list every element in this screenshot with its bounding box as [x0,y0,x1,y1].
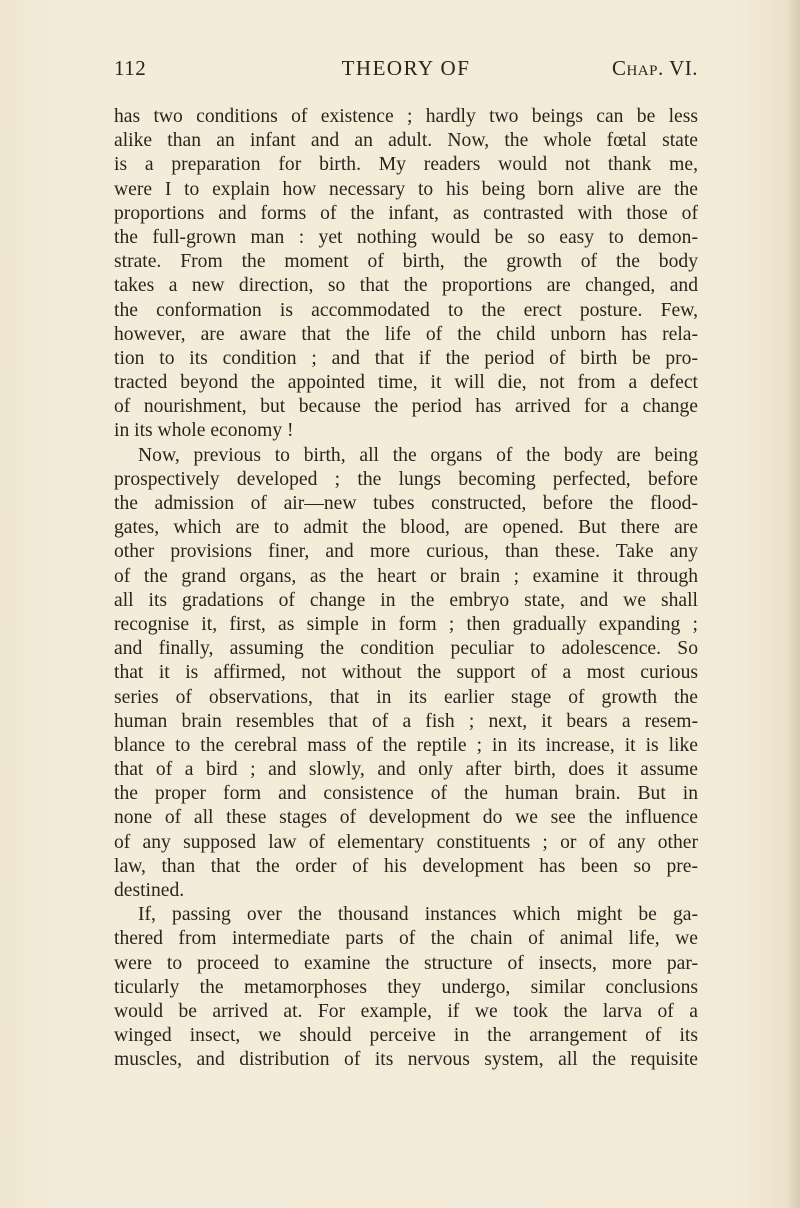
text-line: proportions and forms of the infant, as contrasted with those of [114,202,698,224]
text-line: thered from intermediate parts of the chain of animal life, we [114,928,698,950]
text-line: law, than that the order of his development has been so pre- [114,855,698,877]
text-line: the full-grown man : yet nothing would be so easy to demon- [114,226,698,248]
text-line: all its gradations of change in the embryo state, and we shall [114,589,698,611]
text-line: were to proceed to examine the structure of insects, more par- [114,952,698,974]
text-line: destined. [114,880,185,901]
text-line: tracted beyond the appointed time, it will die, not from a defect [114,372,698,394]
page-number: 112 [114,56,147,80]
text-line: were I to explain how necessary to his being born alive are the [114,178,698,200]
text-line: winged insect, we should perceive in the arrangement of its [114,1025,698,1047]
text-line: alike than an infant and an adult. Now, the whole fœtal state [114,130,698,152]
text-line: however, are aware that the life of the child unborn has rela- [114,323,698,345]
text-line: of any supposed law of elementary constituents ; or of any other [114,831,698,853]
text-line: that of a bird ; and slowly, and only after birth, does it assume [114,759,698,781]
text-line: series of observations, that in its earlier stage of growth the [114,686,698,708]
chapter-label: Chap. VI. [611,56,698,80]
body-text [114,105,698,1073]
text-line: would be arrived at. For example, if we took the larva of a [114,1000,698,1022]
text-line: of nourishment, but because the period has arrived for a change [114,396,698,418]
page-edge-shadow [786,0,800,1208]
text-line: is a preparation for birth. My readers would not thank me, [114,154,698,176]
text-line: If, passing over the thousand instances which might be ga- [138,904,698,926]
text-line: gates, which are to admit the blood, are opened. But there are [114,517,698,539]
text-line: none of all these stages of development do we see the influence [114,807,698,829]
text-line: recognise it, first, as simple in form ; then gradually expanding ; [114,613,698,635]
text-line: that it is affirmed, not without the support of a most curious [114,662,698,684]
text-line: the conformation is accommodated to the erect posture. Few, [114,299,698,321]
running-header [114,56,698,86]
text-line: muscles, and distribution of its nervous system, all the requisite [114,1049,698,1071]
text-line: blance to the cerebral mass of the reptile ; in its increase, it is like [114,734,698,756]
text-line: ticularly the metamorphoses they undergo, similar conclusions [114,976,698,998]
text-line: prospectively developed ; the lungs becoming perfected, before [114,468,698,490]
text-line: of the grand organs, as the heart or brain ; examine it through [114,565,698,587]
text-line: has two conditions of existence ; hardly two beings can be less [114,106,698,127]
running-title: THEORY OF [341,56,471,80]
text-line: strate. From the moment of birth, the growth of the body [114,251,698,273]
text-line: the proper form and consistence of the human brain. But in [114,783,698,805]
text-line: in its whole economy ! [114,420,294,442]
text-line: tion to its condition ; and that if the period of birth be pro- [114,347,698,369]
text-line: human brain resembles that of a fish ; next, it bears a resem- [114,710,698,732]
text-line: Now, previous to birth, all the organs of the body are being [138,444,698,466]
text-line: takes a new direction, so that the proportions are changed, and [114,275,698,297]
text-line: and finally, assuming the condition peculiar to adolescence. So [114,638,698,660]
text-line: the admission of air—new tubes constructed, before the flood- [114,493,698,514]
text-line: other provisions finer, and more curious, than these. Take any [114,541,698,563]
